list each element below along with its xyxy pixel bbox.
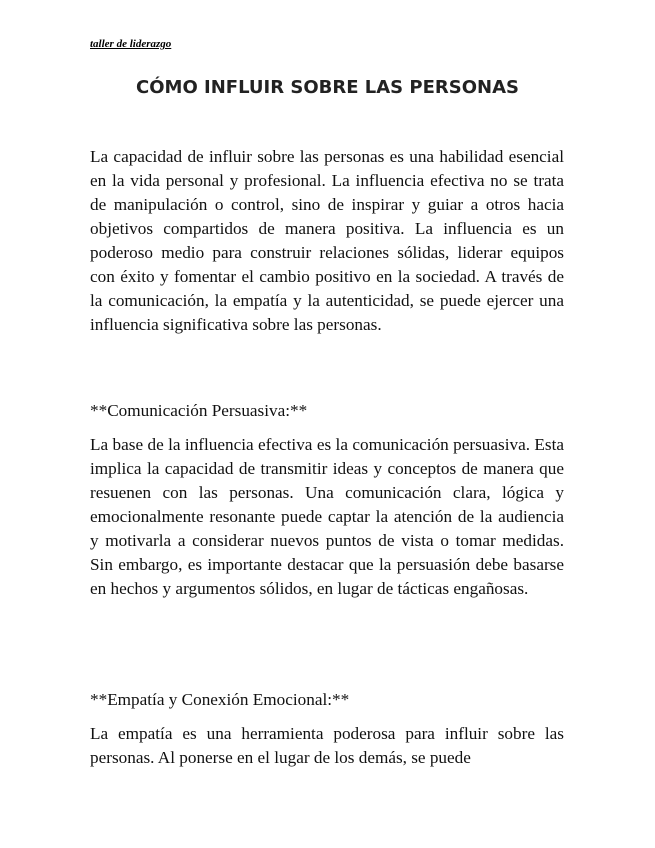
page-title: CÓMO INFLUIR SOBRE LAS PERSONAS: [136, 77, 519, 98]
section-paragraph-comunicacion: La base de la influencia efectiva es la comunicación persuasiva. Esta implica la capacidad de transmitir ideas y conceptos de manera que resuenen con las personas. Una comunicación clara, lógica y emocionalmente resonante puede captar la atención de la audiencia y motivarla a considerar nuevos puntos de vista o tomar medidas. Sin embargo, es importante destacar que la persuasión debe basarse en hechos y argumentos sólidos, en lugar de tácticas engañosas.: [90, 435, 564, 598]
intro-paragraph: La capacidad de influir sobre las personas es una habilidad esencial en la vida personal y profesional. La influencia efectiva no se trata de manipulación o control, sino de inspirar y guiar a otros hacia objetivos compartidos de manera positiva. La influencia es un poderoso medio para construir relaciones sólidas, liderar equipos con éxito y fomentar el cambio positivo en la sociedad. A través de la comunicación, la empatía y la autenticidad, se puede ejercer una influencia significativa sobre las personas.: [90, 147, 564, 334]
section-paragraph-empatia: La empatía es una herramienta poderosa para influir sobre las personas. Al ponerse en el lugar de los demás, se puede: [90, 724, 564, 767]
header-note: taller de liderazgo: [90, 38, 172, 50]
section-heading-empatia: **Empatía y Conexión Emocional:**: [90, 690, 350, 709]
section-heading-comunicacion: **Comunicación Persuasiva:**: [90, 401, 308, 420]
